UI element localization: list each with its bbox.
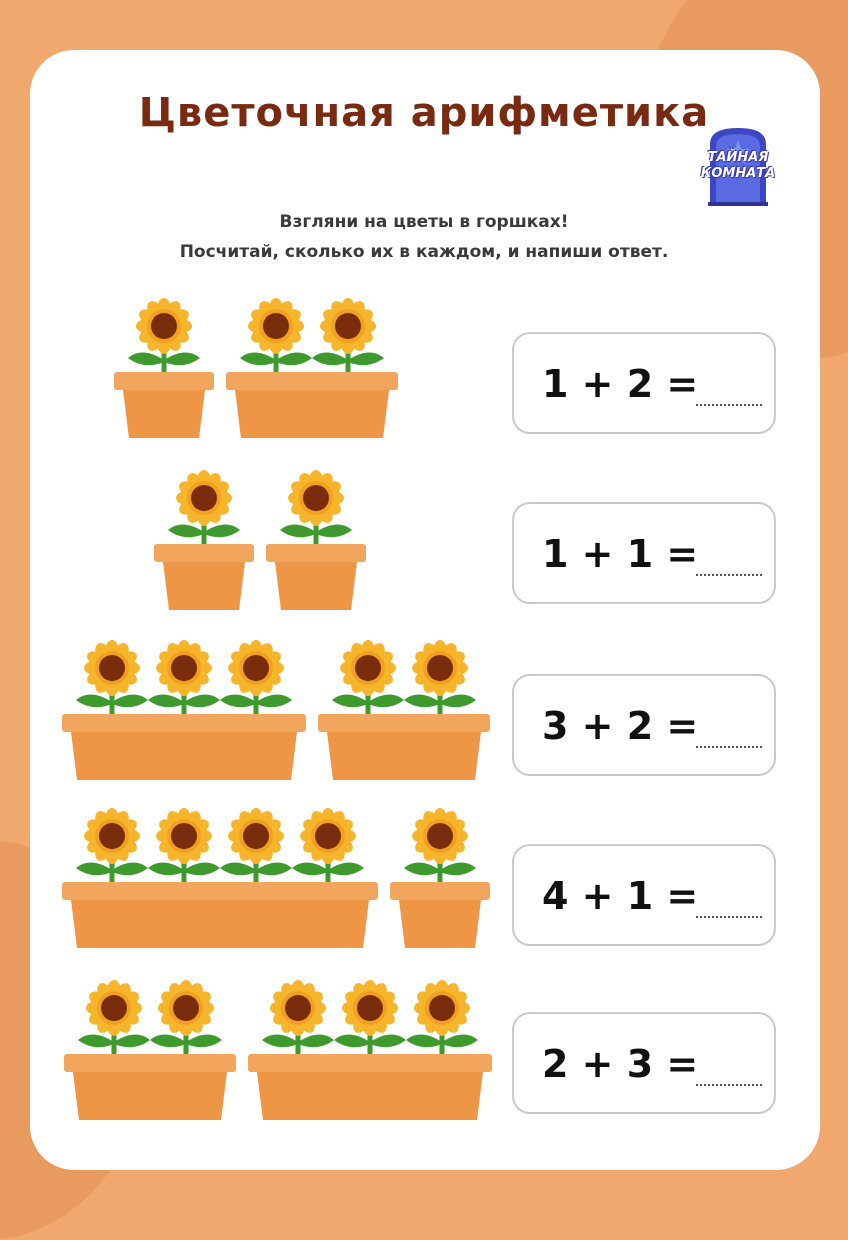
equation-text: 1 + 1 = [542,532,699,576]
sunflower-icon [128,298,200,372]
answer-blank[interactable] [696,574,762,576]
flower-pot [114,372,214,438]
flower-pot [154,544,254,610]
equation-box-1[interactable] [512,332,776,434]
equation-text: 1 + 2 = [542,362,699,406]
sunflower-icon [312,298,384,372]
equation-text: 4 + 1 = [542,874,699,918]
flower-pot [248,1054,492,1120]
sunflower-icon [220,808,292,882]
equation-box-5[interactable] [512,1012,776,1114]
flower-row-1 [114,298,398,438]
flower-row-5 [64,980,492,1120]
sunflower-icon [220,640,292,714]
flower-pot [318,714,490,780]
instruction-line-2: Посчитай, сколько их в каждом, и напиши ответ. [179,242,669,262]
equation-box-2[interactable] [512,502,776,604]
sunflower-icon [280,470,352,544]
sunflower-icon [404,808,476,882]
logo-text-line1: ТАЙНАЯ [707,150,769,165]
flower-row-2 [154,470,366,610]
flower-row-3 [62,640,490,780]
sunflower-icon [404,640,476,714]
equation-text: 2 + 3 = [542,1042,699,1086]
sunflower-icon [148,640,220,714]
equation-text: 3 + 2 = [542,704,699,748]
flower-row-4 [62,808,490,948]
page-title: Цветочная арифметика [138,90,710,136]
logo-text-line2: КОМНАТА [700,166,776,181]
answer-blank[interactable] [696,404,762,406]
sunflower-icon [332,640,404,714]
flower-pot [390,882,490,948]
flower-pot [226,372,398,438]
sunflower-icon [168,470,240,544]
sunflower-icon [76,808,148,882]
sunflower-icon [334,980,406,1054]
answer-blank[interactable] [696,916,762,918]
sunflower-icon [292,808,364,882]
sunflower-icon [240,298,312,372]
flower-pot [64,1054,236,1120]
answer-blank[interactable] [696,746,762,748]
equation-box-4[interactable] [512,844,776,946]
sunflower-icon [406,980,478,1054]
sunflower-icon [78,980,150,1054]
instruction-line-1: Взгляни на цветы в горшках! [279,212,569,232]
answer-blank[interactable] [696,1084,762,1086]
sunflower-icon [150,980,222,1054]
sunflower-icon [262,980,334,1054]
sunflower-icon [76,640,148,714]
flower-pot [266,544,366,610]
equation-box-3[interactable] [512,674,776,776]
flower-pot [62,714,306,780]
flower-pot [62,882,378,948]
sunflower-icon [148,808,220,882]
